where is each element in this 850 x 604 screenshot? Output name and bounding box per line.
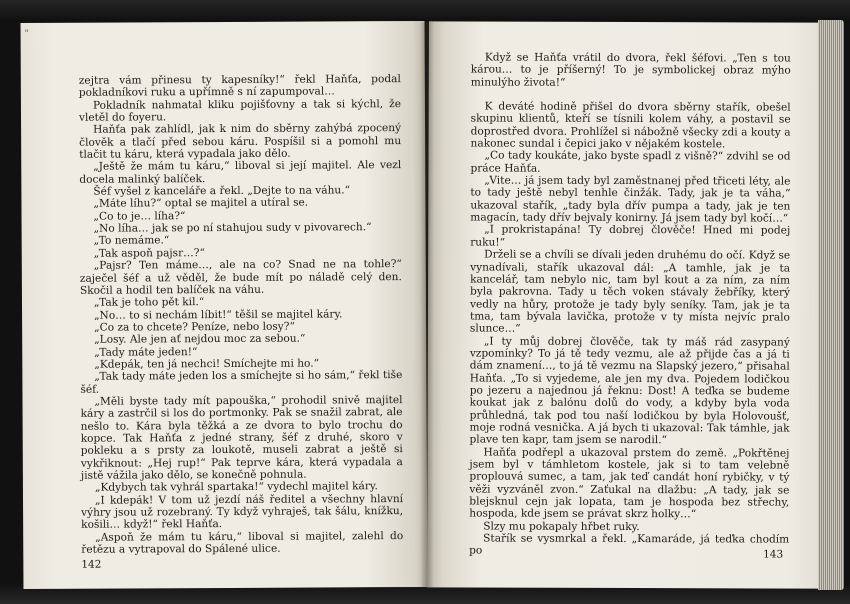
paragraph: „Co to je… líha?“ [93, 209, 186, 223]
left-page [21, 21, 428, 589]
paragraph: Haňťa pak zahlídl, jak k nim do sběrny zahýbá zpocený člověk a tlačí před sebou káru. Pospíšil si a pomohl mu tlačit tu káru, která vypadala jako dělo. [79, 122, 402, 161]
paragraph: „I prokristapána! Ty dobrej člověče! Hned mi podej ruku!“ [470, 223, 791, 249]
paragraph: Šéf vyšel z kanceláře a řekl. „Dejte to na váhu.“ [93, 184, 351, 198]
paragraph: „Losy. Ale jen ať nejdou moc za sebou.“ [94, 332, 306, 346]
page-number-right: 143 [763, 548, 784, 561]
page-number-left: 142 [81, 558, 102, 571]
paragraph: „Tady máte jeden!“ [94, 345, 198, 359]
paragraph: K deváté hodině přišel do dvora sběrny stařík, obešel skupinu klientů, kteří se tísnili kolem váhy, a postavil se doprostřed dvora. Prohlížel si nábožně všecky zdi a kouty a nakonec sundal i čepici jako v nějakém kostele. [470, 100, 791, 151]
page-edges [818, 20, 844, 590]
paragraph: „Co za to chcete? Peníze, nebo losy?“ [94, 320, 295, 334]
paragraph: „No… to si nechám líbit!“ těšil se majitel káry. [94, 307, 343, 322]
paragraph: „Měli byste tady mít papouška,“ prohodil snivě majitel káry a zastrčil si los do portmonky. Pak se snažil zabrat, ale nešlo to. Kára byla těžká a ze dvora to bylo trochu do kopce. Tak Haňťa z jedné strany, šéf z druhé, skoro v pokleku a s prsty za loukotě, museli zabrat a ještě si vykřiknout: „Hej rup!“ Pak teprve kára, která vypadala a jistě vážila jako dělo, se konečně pohnula. [80, 394, 403, 482]
paragraph: Drželi se a chvíli se dívali jeden druhému do očí. Když se vynadívali, stařík ukazoval dál: „A tamhle, jak je ta kancelář, tam nebylo nic, tam byl kout a za ním, za ním byla pakrovna. Tady u těch voken stávaly žebříky, který vedly na hůry, protože je tady byly seníky. Tam, jak je ta tma, tam bývala lavička, protože v ty místa nejvíc pralo slunce…“ [469, 248, 791, 335]
paragraph: „Máte líhu?“ optal se majitel a utíral se. [93, 196, 309, 211]
paragraph: „Tak je toho pět kil.“ [93, 296, 205, 309]
paragraph: „I kdepák! V tom už jezdí náš ředitel a všechny hlavní výhry jsou už rozebraný. Ty když vyhraješ, tak šálu, knížku, košili… když!“ řekl Haňťa. [81, 492, 404, 532]
paragraph: „Ještě že mám tu káru,“ liboval si její majitel. Ale vezl docela malinký balíček. [79, 159, 402, 186]
paragraph: „No líha… jak se po ní stahujou sudy v pivovarech.“ [93, 221, 372, 235]
corner-mark: " [24, 29, 29, 40]
paragraph: „Kdepák, ten já nechci! Smíchejte mi ho.“ [94, 357, 320, 371]
paragraph: Pokladník nahmatal kliku pojišťovny a tak si kýchl, že vletěl do foyeru. [78, 97, 401, 124]
paragraph: „Vite… já jsem tady byl zaměstnanej před třiceti léty, ale to tady ještě nebyl tenhle činžák. Tady, jak je ta váha,“ ukazoval stařík, „tady byla dřív pumpa a tady, jak je ten magacín, tady dřív bejvaly konirny. Já jsem tady byl kočí…“ [470, 174, 791, 225]
paragraph: „To nemáme.“ [93, 234, 170, 248]
right-page-text [469, 51, 791, 561]
paragraph: „I ty můj dobrej člověče, tak ty máš rád zasypaný vzpomínky? To já tě tedy vezmu, ale až přijde čas a já ti dám znamení…, to já tě vezmu na Slapský jezero,“ přisahal Haňťa. „To si vyjedeme, ale jen my dva. Pojedem lodičkou po jezeru a najednou já řeknu: Dost! A teďka se budeme koukat jak z balónu dolů do vody, a kdyby byla voda průhledná, tak pod tou naší lodičkou by byla Holovoušť, moje rodná vesnička. A já bych ti ukazoval: Tak támhle, jak plave ten kapr, tam jsem se narodil.“ [469, 335, 790, 447]
paragraph: „Pajsr? Ten máme…, ale na co? Snad ne na tohle?“ zaječel šéf a už věděl, že bude mít po náladě celý den. Skočil a hodil ten balíček na váhu. [79, 258, 402, 297]
paragraph: Když se Haňťa vrátil do dvora, řekl šéfovi. „Ten s tou károu… to je příšerný! To je symbolickej obraz mýho minulýho života!“ [470, 51, 791, 89]
right-page [427, 21, 821, 588]
paragraph: zejtra vám přinesu ty kapesníky!“ řekl Haňťa, podal pokladníkovi ruku a upřímně s ní zapumpoval… [78, 73, 401, 100]
paragraph: „Aspoň že mám tu káru,“ liboval si majitel, zalehl do řetězu a vytrapoval do Spálené ulice. [81, 529, 404, 556]
book-gutter [420, 22, 434, 588]
paragraph: Stařík se vysmrkal a řekl. „Kamaráde, já teďka chodím po [469, 532, 790, 557]
paragraph: „Tak aspoň pajsr…?“ [93, 246, 205, 260]
paragraph: Slzy mu pokapaly hřbet ruky. [483, 520, 640, 533]
paragraph: „Kdybych tak vyhrál spartaka!“ vydechl majitel káry. [94, 480, 378, 495]
paragraph: „Tak tady máte jeden los a smíchejte si ho sám,“ řekl tiše šéf. [80, 369, 403, 396]
paragraph: „Co tady koukáte, jako byste spadl z višně?“ zdvihl se od práce Haňťa. [470, 149, 791, 175]
left-page-text [79, 73, 404, 556]
paragraph: Haňťa podřepl a ukazoval prstem do země. „Pokřtěnej jsem byl v támhletom kostele, jak si to tam velebně proplouvá sumec, a tam, jak teď candát honí rybičky, v tý věži vyzváněl zvon.“ Zaťukal na dlažbu: „A tady, jak se blejsknul cejn jak lopata, tam je hospoda bez střechy, hospoda, kde jsem se právat skrz holky…“ [469, 446, 790, 521]
